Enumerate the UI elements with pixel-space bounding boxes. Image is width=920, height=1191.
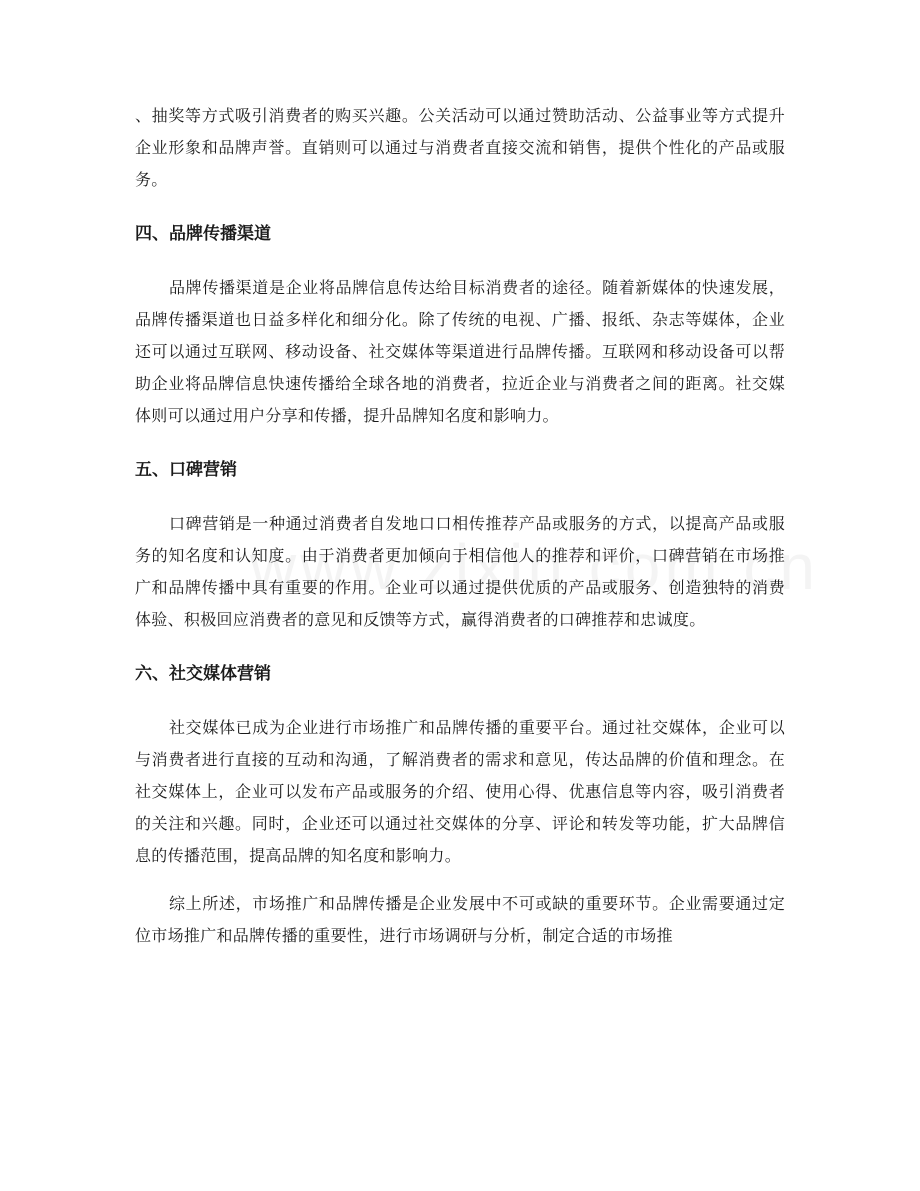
paragraph-promotion-continued: 、抽奖等方式吸引消费者的购买兴趣。公关活动可以通过赞助活动、公益事业等方式提升企业形象和品牌声誉。直销则可以通过与消费者直接交流和销售，提供个性化的产品或服务。	[135, 106, 785, 189]
document-page	[135, 100, 785, 952]
paragraph-conclusion: 综上所述，市场推广和品牌传播是企业发展中不可或缺的重要环节。企业需要通过定位市场推广和品牌传播的重要性，进行市场调研与分析，制定合适的市场推	[135, 894, 785, 945]
section-heading-brand-channels: 四、品牌传播渠道	[135, 224, 271, 244]
paragraph-social-media: 社交媒体已成为企业进行市场推广和品牌传播的重要平台。通过社交媒体，企业可以与消费者进行直接的互动和沟通，了解消费者的需求和意见，传达品牌的价值和理念。在社交媒体上，企业可以发布产品或服务的介绍、使用心得、优惠信息等内容，吸引消费者的关注和兴趣。同时，企业还可以通过社交媒体的分享、评论和转发等功能，扩大品牌信息的传播范围，提高品牌的知名度和影响力。	[135, 718, 785, 865]
paragraph-brand-channels: 品牌传播渠道是企业将品牌信息传达给目标消费者的途径。随着新媒体的快速发展，品牌传播渠道也日益多样化和细分化。除了传统的电视、广播、报纸、杂志等媒体，企业还可以通过互联网、移动设备、社交媒体等渠道进行品牌传播。互联网和移动设备可以帮助企业将品牌信息快速传播给全球各地的消费者，拉近企业与消费者之间的距离。社交媒体则可以通过用户分享和传播，提升品牌知名度和影响力。	[135, 278, 785, 425]
section-heading-social-media: 六、社交媒体营销	[135, 664, 271, 684]
paragraph-word-of-mouth: 口碑营销是一种通过消费者自发地口口相传推荐产品或服务的方式，以提高产品或服务的知名度和认知度。由于消费者更加倾向于相信他人的推荐和评价，口碑营销在市场推广和品牌传播中具有重要的作用。企业可以通过提供优质的产品或服务、创造独特的消费体验、积极回应消费者的意见和反馈等方式，赢得消费者的口碑推荐和忠诚度。	[135, 514, 785, 629]
section-heading-word-of-mouth: 五、口碑营销	[135, 460, 237, 480]
